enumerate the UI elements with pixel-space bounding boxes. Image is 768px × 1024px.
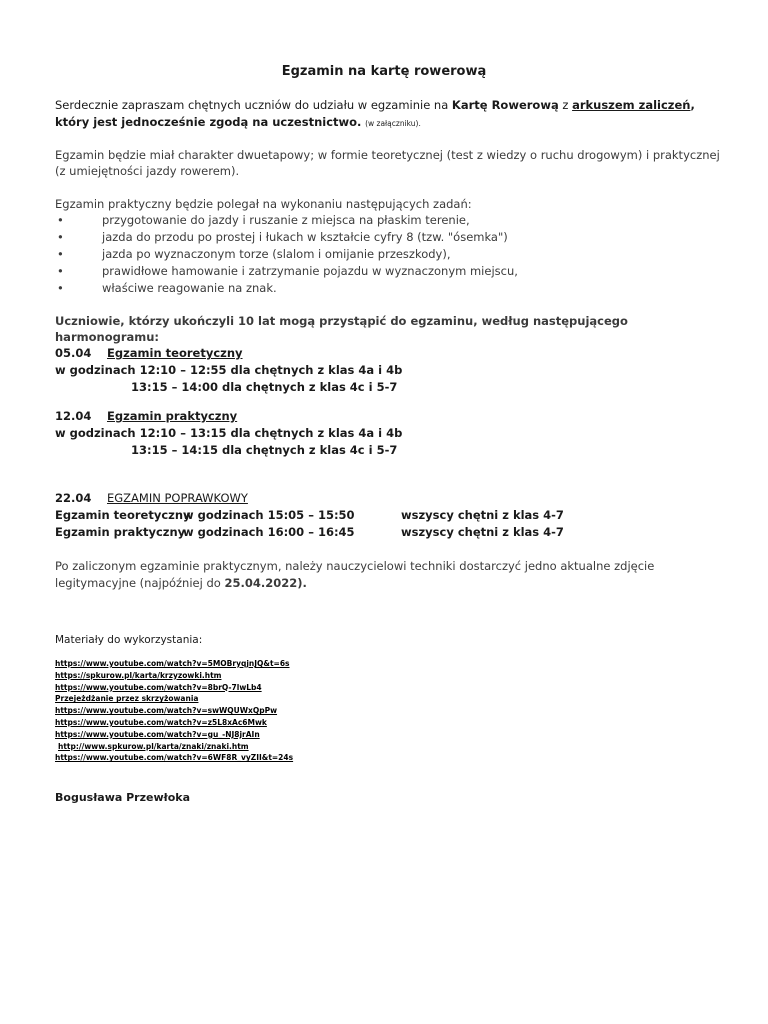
retake-who: wszyscy chętni z klas 4-7 xyxy=(401,508,564,522)
material-link[interactable]: https://www.youtube.com/watch?v=swWQUWxQpPw xyxy=(55,706,278,716)
schedule-date: 12.04 xyxy=(55,409,92,423)
list-item xyxy=(55,280,720,297)
intro-card: Kartę Rowerową xyxy=(451,98,559,112)
material-link[interactable]: https://www.youtube.com/watch?v=5MOBryqjnJQ&t=6s xyxy=(55,659,290,668)
author-signature: Bogusława Przewłoka xyxy=(55,791,191,804)
material-link[interactable]: https://www.youtube.com/watch?v=gu_-NJ8jrAIn xyxy=(55,729,260,739)
exam-description: Egzamin będzie miał charakter dwuetapowy; w formie teoretycznej (test z wiedzy o ruchu drogowym) i praktycznej (z umiejętności jazdy rowerem). xyxy=(55,148,720,178)
list-item xyxy=(55,212,720,229)
practical-tasks-section xyxy=(55,196,720,297)
list-item xyxy=(55,246,720,263)
task-list xyxy=(55,212,720,297)
schedule-retake xyxy=(55,490,720,541)
retake-exam-name: Egzamin praktyczny xyxy=(55,525,186,539)
schedule-label: Egzamin praktyczny xyxy=(107,409,238,423)
intro-attachment-note: (w załączniku) xyxy=(365,119,419,128)
intro-dot: . xyxy=(418,119,421,128)
intro-sheet-link[interactable]: arkuszem zaliczeń xyxy=(572,98,691,112)
schedule-line: 13:15 – 14:15 dla chętnych z klas 4c i 5-7 xyxy=(131,443,398,457)
photo-requirement-note xyxy=(55,558,720,592)
bullet-icon: • xyxy=(57,281,64,295)
footer-deadline: 25.04.2022 xyxy=(224,576,298,590)
schedule-line: w godzinach 12:10 – 12:55 dla chętnych z klas 4a i 4b xyxy=(55,363,403,377)
task-text: jazda do przodu po prostej i łukach w kształcie cyfry 8 (tzw. "ósemka") xyxy=(102,230,508,244)
practical-tasks-heading: Egzamin praktyczny będzie polegał na wykonaniu następujących zadań: xyxy=(55,197,472,211)
materials-heading: Materiały do wykorzystania: xyxy=(55,634,203,646)
intro-paragraph xyxy=(55,97,720,132)
schedule-label: Egzamin teoretyczny xyxy=(107,346,243,360)
material-link[interactable]: https://www.youtube.com/watch?v=z5L8xAc6Mwk xyxy=(55,717,267,727)
material-link[interactable]: https://www.youtube.com/watch?v=8brQ-7lwLb4 xyxy=(55,682,262,692)
schedule-line: 13:15 – 14:00 dla chętnych z klas 4c i 5-7 xyxy=(131,380,398,394)
bullet-icon: • xyxy=(57,230,64,244)
materials-links xyxy=(55,658,720,764)
list-item xyxy=(55,263,720,280)
task-text: jazda po wyznaczonym torze (slalom i omijanie przeszkody), xyxy=(102,247,451,261)
retake-exam-name: Egzamin teoretyczny xyxy=(55,508,191,522)
retake-hours: w godzinach 15:05 – 15:50 xyxy=(183,508,355,522)
schedule-label: EGZAMIN POPRAWKOWY xyxy=(107,491,248,505)
schedule-practice xyxy=(55,408,720,459)
list-item xyxy=(55,229,720,246)
schedule-line: w godzinach 12:10 – 13:15 dla chętnych z klas 4a i 4b xyxy=(55,426,403,440)
page-title: Egzamin na kartę rowerową xyxy=(281,64,487,79)
material-link[interactable]: https://www.youtube.com/watch?v=6WF8R_vyZII&t=24s xyxy=(55,753,294,763)
intro-text-1: Serdecznie zapraszam chętnych uczniów do udziału w egzaminie na xyxy=(55,98,452,112)
material-link[interactable]: https://spkurow.pl/karta/krzyzowki.htm xyxy=(55,670,222,680)
schedule-theory xyxy=(55,345,720,396)
bullet-icon: • xyxy=(57,213,64,227)
schedule-date: 22.04 xyxy=(55,491,92,505)
bullet-icon: • xyxy=(57,264,64,278)
task-text: prawidłowe hamowanie i zatrzymanie pojazdu w wyznaczonym miejscu, xyxy=(102,264,518,278)
footer-text-2: ). xyxy=(297,576,307,590)
bullet-icon: • xyxy=(57,247,64,261)
footer-text-1: Po zaliczonym egzaminie praktycznym, należy nauczycielowi techniki dostarczyć jedno aktualne zdjęcie legitymacyjne (najpóźniej do xyxy=(55,559,655,590)
schedule-date: 05.04 xyxy=(55,346,92,360)
intro-text-3: , który jest jednocześnie zgodą na uczestnictwo. xyxy=(55,98,695,129)
retake-who: wszyscy chętni z klas 4-7 xyxy=(401,525,564,539)
task-text: przygotowanie do jazdy i ruszanie z miejsca na płaskim terenie, xyxy=(102,213,470,227)
intro-text-2: z xyxy=(558,98,573,112)
material-link[interactable]: Przejeżdżanie przez skrzyżowania xyxy=(55,694,199,704)
retake-hours: w godzinach 16:00 – 16:45 xyxy=(183,525,355,539)
students-eligibility: Uczniowie, którzy ukończyli 10 lat mogą przystąpić do egzaminu, według następującego harmonogramu: xyxy=(55,314,628,344)
task-text: właściwe reagowanie na znak. xyxy=(102,281,277,295)
material-link[interactable]: http://www.spkurow.pl/karta/znaki/znaki.htm xyxy=(58,741,249,751)
